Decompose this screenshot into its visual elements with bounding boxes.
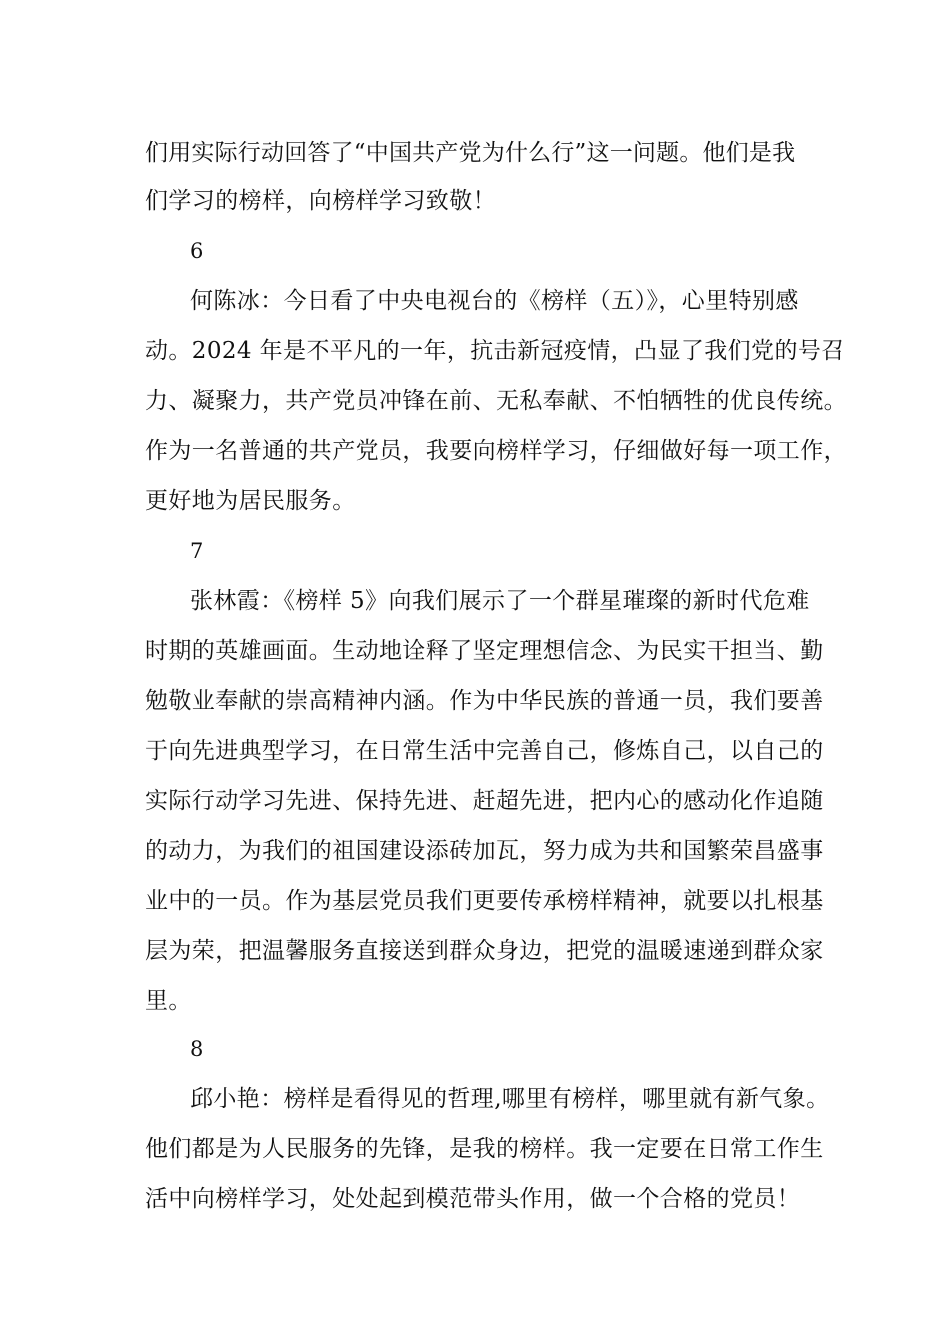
section-number: 7 bbox=[190, 539, 204, 563]
paragraph-line: 张林霞：《榜样 5》向我们展示了一个群星璀璨的新时代危难 bbox=[190, 588, 810, 614]
paragraph-line: 勉敬业奉献的崇高精神内涵。作为中华民族的普通一员，我们要善 bbox=[145, 688, 824, 714]
paragraph-line: 动。2024 年是不平凡的一年，抗击新冠疫情，凸显了我们党的号召 bbox=[145, 338, 845, 364]
paragraph-line: 时期的英雄画面。生动地诠释了坚定理想信念、为民实干担当、勤 bbox=[145, 638, 824, 664]
paragraph-line: 活中向榜样学习，处处起到模范带头作用，做一个合格的党员！ bbox=[145, 1186, 801, 1212]
section-number: 6 bbox=[190, 239, 204, 263]
paragraph-line: 们学习的榜样，向榜样学习致敬！ bbox=[145, 188, 496, 214]
paragraph-line: 实际行动学习先进、保持先进、赶超先进，把内心的感动化作追随 bbox=[145, 788, 824, 814]
paragraph-line: 他们都是为人民服务的先锋，是我的榜样。我一定要在日常工作生 bbox=[145, 1136, 824, 1162]
paragraph-line: 何陈冰：今日看了中央电视台的《榜样（五）》，心里特别感 bbox=[190, 288, 799, 314]
paragraph-line: 邱小艳：榜样是看得见的哲理,哪里有榜样，哪里就有新气象。 bbox=[190, 1086, 830, 1112]
paragraph-line: 力、凝聚力，共产党员冲锋在前、无私奉献、不怕牺牲的优良传统。 bbox=[145, 388, 847, 414]
paragraph-line: 于向先进典型学习，在日常生活中完善自己，修炼自己，以自己的 bbox=[145, 738, 824, 764]
paragraph-line: 更好地为居民服务。 bbox=[145, 488, 356, 514]
paragraph-line: 作为一名普通的共产党员，我要向榜样学习，仔细做好每一项工作， bbox=[145, 438, 847, 464]
paragraph-line: 里。 bbox=[145, 988, 192, 1014]
paragraph-line: 们用实际行动回答了“中国共产党为什么行”这一问题。他们是我 bbox=[145, 140, 796, 166]
section-number: 8 bbox=[190, 1037, 204, 1061]
paragraph-line: 的动力，为我们的祖国建设添砖加瓦，努力成为共和国繁荣昌盛事 bbox=[145, 838, 824, 864]
paragraph-line: 业中的一员。作为基层党员我们更要传承榜样精神，就要以扎根基 bbox=[145, 888, 824, 914]
paragraph-line: 层为荣，把温馨服务直接送到群众身边，把党的温暖速递到群众家 bbox=[145, 938, 824, 964]
